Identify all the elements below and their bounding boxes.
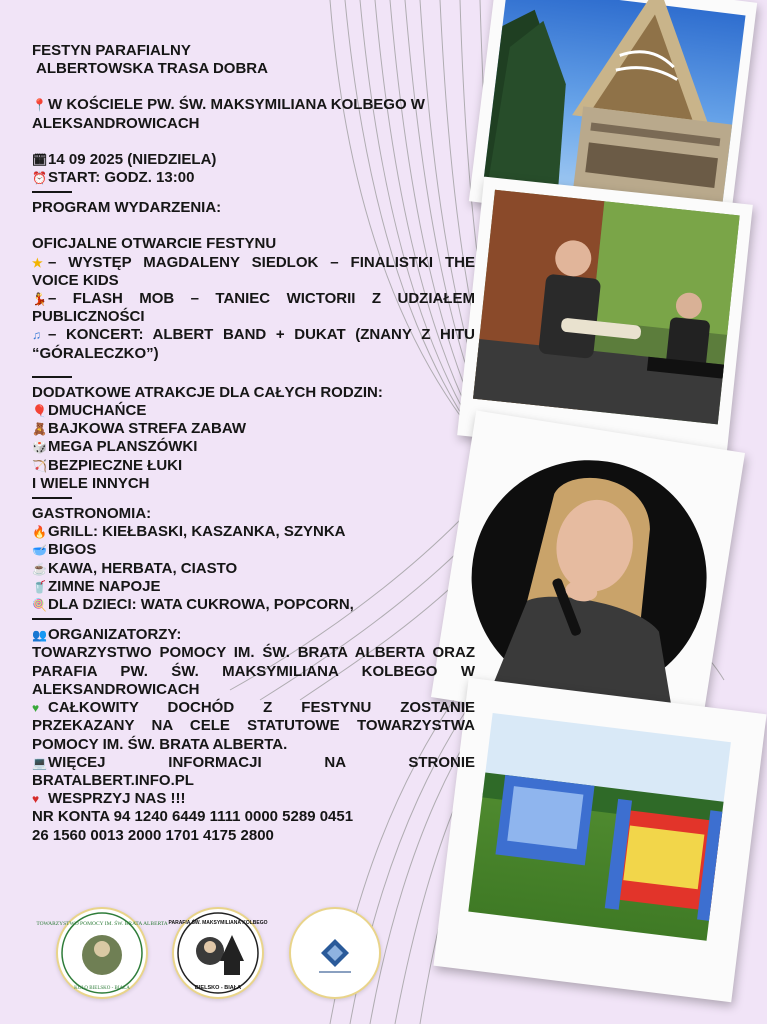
divider: [32, 497, 72, 499]
gastronomy-item: ☕KAWA, HERBATA, CIASTO: [32, 559, 238, 577]
program-item: ★ – WYSTĘP MAGDALENY SIEDLOK – FINALISTKI THE VOICE KIDS: [32, 253, 475, 289]
fire-icon: 🔥: [32, 525, 47, 540]
green-heart-icon: ♥: [32, 701, 40, 716]
gastronomy-heading: GASTRONOMIA:: [32, 505, 152, 523]
attraction-item: 🎲MEGA PLANSZÓWKI: [32, 438, 198, 456]
brother-albert-society-logo: [36, 907, 168, 999]
sponsor-logo: [289, 907, 381, 999]
logo-middle-text: PARAFIA ŚW. MAKSYMILIANA KOLBEGO: [168, 920, 268, 926]
parish-kolbe-logo: [168, 907, 268, 999]
attraction-item: 🏹BEZPIECZNE ŁUKI: [32, 456, 183, 474]
attractions-more: I WIELE INNYCH: [32, 474, 150, 492]
event-start-time: ⏰START: GODZ. 13:00: [32, 169, 195, 187]
more-info-text: 💻WIĘCEJ INFORMACJI NA STRONIE: [32, 753, 475, 771]
music-notes-icon: ♫: [32, 328, 41, 343]
divider: [32, 618, 72, 620]
event-date: 🗓14 09 2025 (NIEDZIELA): [32, 150, 217, 168]
attraction-item: 🧸BAJKOWA STREFA ZABAW: [32, 420, 247, 438]
event-info: [32, 42, 475, 845]
program-heading: PROGRAM WYDARZENIA:: [32, 199, 222, 217]
attractions-heading: DODATKOWE ATRAKCJE DLA CAŁYCH RODZIN:: [32, 383, 383, 401]
balloon-icon: 🎈: [32, 404, 47, 419]
website-link[interactable]: BRATALBERT.INFO.PL: [32, 771, 194, 789]
gastronomy-item: 🔥GRILL: KIEŁBASKI, KASZANKA, SZYNKA: [32, 523, 346, 541]
gastronomy-item: 🥣BIGOS: [32, 541, 97, 559]
bank-account: 26 1560 0013 2000 1701 4175 2800: [32, 826, 274, 844]
logo-middle-subtext: BIELSKO - BIAŁA: [194, 985, 242, 991]
program-item: 💃– FLASH MOB – TANIEC WICTORII Z UDZIAŁEM PUBLICZNOŚCI: [32, 290, 475, 326]
calendar-icon: 🗓: [32, 152, 48, 167]
attraction-item: 🎈DMUCHAŃCE: [32, 402, 147, 420]
divider: [32, 376, 72, 378]
people-icon: 👥: [32, 628, 47, 643]
support-text: ♥ WESPRZYJ NAS !!!: [32, 790, 186, 808]
cup-with-straw-icon: 🥤: [32, 579, 47, 594]
logo-left-subtext: KOŁO BIELSKO - BIAŁA: [74, 986, 130, 991]
pin-icon: 📍: [32, 98, 47, 113]
bowl-icon: 🥣: [32, 543, 47, 558]
divider: [32, 191, 72, 193]
star-icon: ★: [32, 255, 43, 270]
donation-text: ♥ CAŁKOWITY DOCHÓD Z FESTYNU ZOSTANIE PRZEKAZANY NA CELE STATUTOWE TOWARZYSTWA POMOCY IM. ŚW. BRATA ALBERTA.: [32, 699, 475, 753]
event-subtitle: ALBERTOWSKA TRASA DOBRA: [36, 60, 268, 78]
laptop-icon: 💻: [32, 755, 47, 770]
coffee-icon: ☕: [32, 561, 47, 576]
program-item: ♫ – KONCERT: ALBERT BAND + DUKAT (ZNANY Z HITU “GÓRALECZKO”): [32, 326, 475, 362]
gastronomy-item: 🍭DLA DZIECI: WATA CUKROWA, POPCORN,: [32, 596, 354, 614]
organizers-heading: 👥ORGANIZATORZY:: [32, 626, 182, 644]
clock-icon: ⏰: [32, 171, 47, 186]
bouncy-castle-photo: [433, 678, 766, 1002]
program-opening: OFICJALNE OTWARCIE FESTYNU: [32, 235, 277, 253]
teddy-bear-icon: 🧸: [32, 422, 47, 437]
bank-account: NR KONTA 94 1240 6449 1111 0000 5289 0451: [32, 808, 354, 826]
lollipop-icon: 🍭: [32, 598, 47, 613]
dice-icon: 🎲: [32, 440, 47, 455]
organizers-text: TOWARZYSTWO POMOCY IM. ŚW. BRATA ALBERTA ORAZ PARAFIA PW. ŚW. MAKSYMILIANA KOLBEGO W ALEKSANDROWICACH: [32, 644, 475, 698]
red-heart-icon: ♥: [32, 792, 40, 807]
event-title: FESTYN PARAFIALNY: [32, 42, 191, 59]
bow-and-arrow-icon: 🏹: [32, 458, 47, 473]
dancer-icon: 💃: [32, 292, 47, 307]
logo-left-text: TOWARZYSTWO POMOCY IM. ŚW. BRATA ALBERTA: [36, 921, 168, 927]
event-location: 📍W KOŚCIELE PW. ŚW. MAKSYMILIANA KOLBEGO W ALEKSANDROWICACH: [32, 96, 425, 132]
gastronomy-item: 🥤ZIMNE NAPOJE: [32, 577, 161, 595]
